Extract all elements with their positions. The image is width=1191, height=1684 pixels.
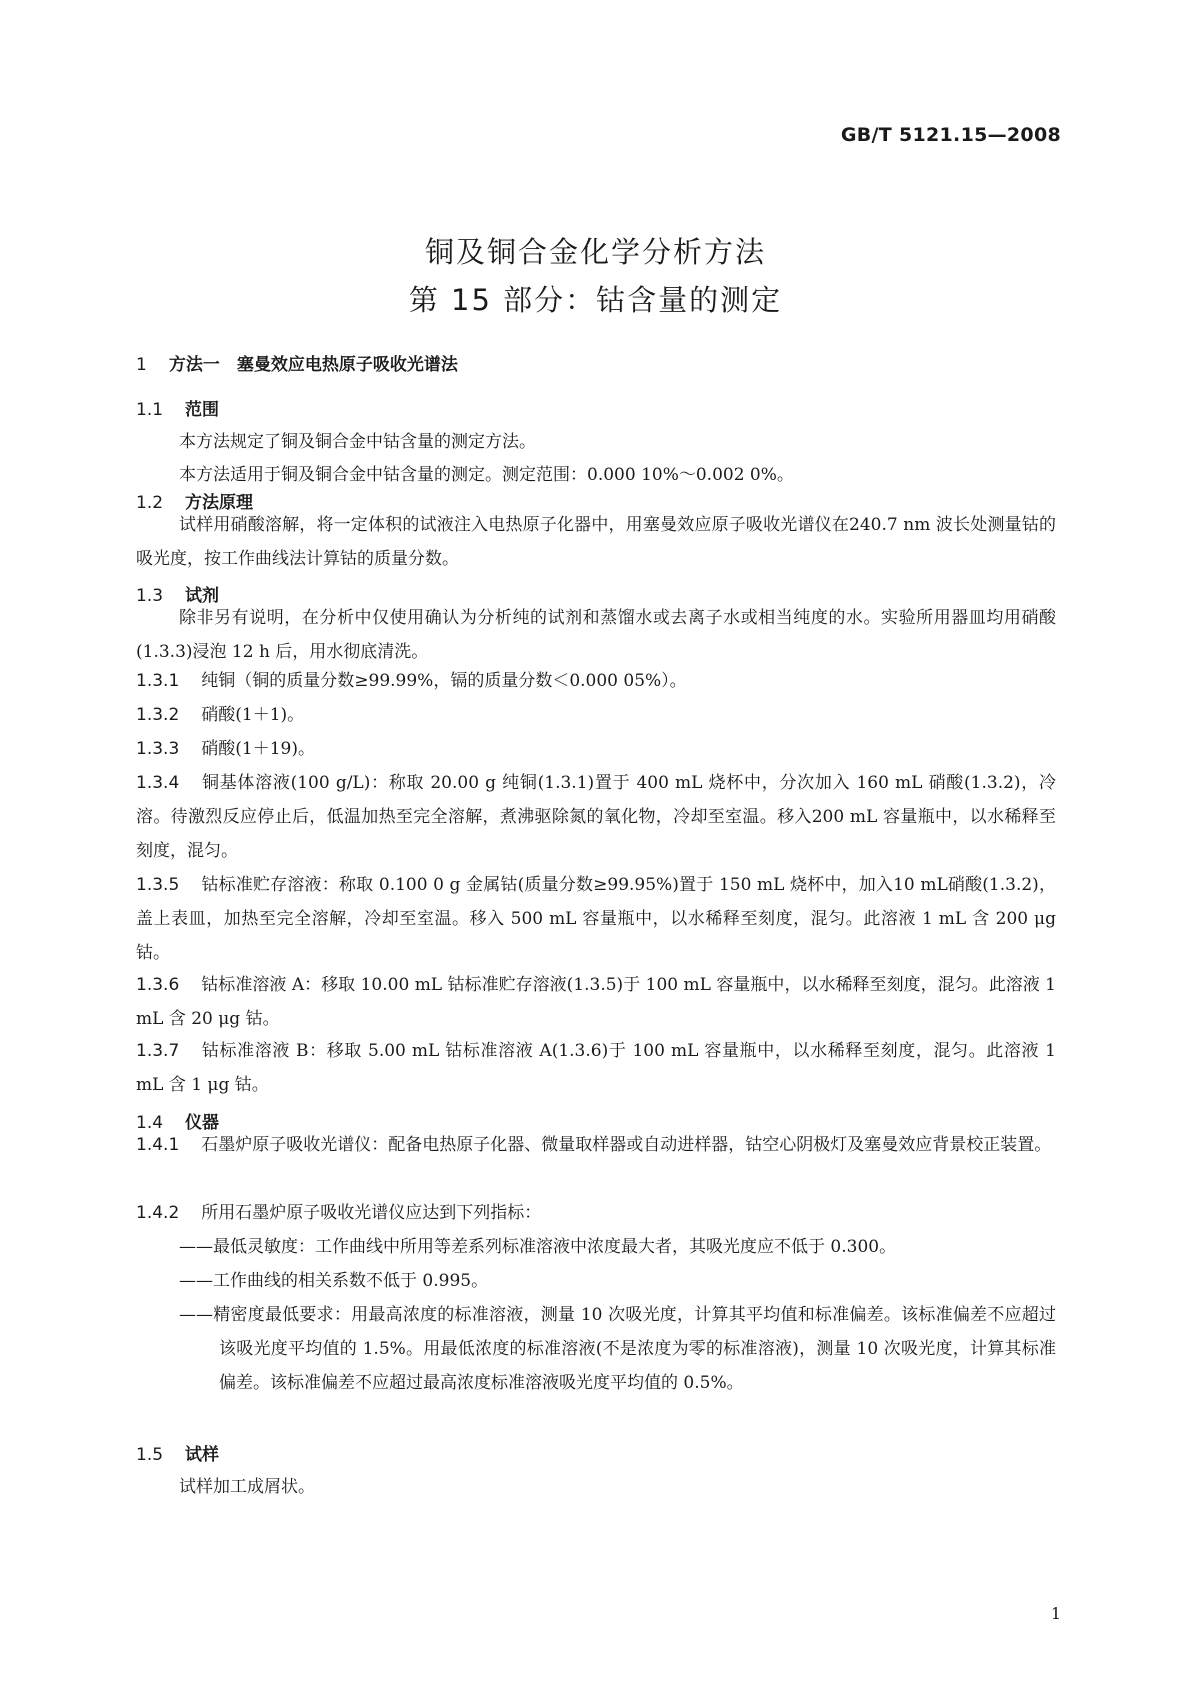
- paragraph: 试样用硝酸溶解，将一定体积的试液注入电热原子化器中，用塞曼效应原子吸收光谱仪在240.7 nm 波长处测量钴的吸光度，按工作曲线法计算钴的质量分数。: [136, 515, 1056, 569]
- section-heading-1-3: 1.3 试剂: [136, 586, 220, 606]
- clause-1-3-3: 1.3.3 硝酸(1＋19)。: [136, 739, 315, 759]
- dash-list-item: ——最低灵敏度：工作曲线中所用等差系列标准溶液中浓度最大者，其吸光度应不低于 0.300。: [179, 1237, 897, 1257]
- section-heading-1-1: 1.1 范围: [136, 400, 220, 420]
- paragraph: 除非另有说明，在分析中仅使用确认为分析纯的试剂和蒸馏水或去离子水或相当纯度的水。实验所用器皿均用硝酸(1.3.3)浸泡 12 h 后，用水彻底清洗。: [136, 608, 1056, 662]
- clause-1-3-1: 1.3.1 纯铜（铜的质量分数≥99.99%，镉的质量分数＜0.000 05%）。: [136, 671, 687, 691]
- clause-1-4-2: 1.4.2 所用石墨炉原子吸收光谱仪应达到下列指标：: [136, 1203, 542, 1223]
- clause-1-4-1: 1.4.1 石墨炉原子吸收光谱仪：配备电热原子化器、微量取样器或自动进样器，钴空心阴极灯及塞曼效应背景校正装置。: [136, 1135, 1052, 1155]
- section-heading-1-4: 1.4 仪器: [136, 1113, 220, 1133]
- paragraph: 试样加工成屑状。: [179, 1477, 315, 1497]
- paragraph: 本方法适用于铜及铜合金中钴含量的测定。测定范围：0.000 10%～0.002 0%。: [179, 465, 794, 485]
- title-line-1: 铜及铜合金化学分析方法: [424, 235, 766, 269]
- standard-code: GB/T 5121.15—2008: [840, 124, 1061, 146]
- clause-1-3-6: 1.3.6 钴标准溶液 A：移取 10.00 mL 钴标准贮存溶液(1.3.5)于 100 mL 容量瓶中，以水稀释至刻度，混匀。此溶液 1 mL 含 20 μg 钴。: [136, 975, 1056, 1029]
- dash-list-item: ——精密度最低要求：用最高浓度的标准溶液，测量 10 次吸光度，计算其平均值和标准偏差。该标准偏差不应超过该吸光度平均值的 1.5%。用最低浓度的标准溶液(不是浓度为零的标准溶液)，测量 10 次吸光度，计算其标准偏差。该标准偏差不应超过最高浓度标准溶液吸光度平均值的 0.5%。: [179, 1305, 1056, 1393]
- clause-1-3-7: 1.3.7 钴标准溶液 B：移取 5.00 mL 钴标准溶液 A(1.3.6)于 100 mL 容量瓶中，以水稀释至刻度，混匀。此溶液 1 mL 含 1 μg 钴。: [136, 1041, 1056, 1095]
- page-number: 1: [1050, 1604, 1061, 1623]
- clause-1-3-2: 1.3.2 硝酸(1＋1)。: [136, 705, 305, 725]
- clause-1-3-4: 1.3.4 铜基体溶液(100 g/L)：称取 20.00 g 纯铜(1.3.1)置于 400 mL 烧杯中，分次加入 160 mL 硝酸(1.3.2)，冷溶。待激烈反应停止后，低温加热至完全溶解，煮沸驱除氮的氧化物，冷却至室温。移入200 mL 容量瓶中，以水稀释至刻度，混匀。: [136, 773, 1056, 861]
- section-heading-1-2: 1.2 方法原理: [136, 493, 254, 513]
- paragraph: 本方法规定了铜及铜合金中钴含量的测定方法。: [179, 432, 536, 452]
- document-title: [0, 228, 1191, 324]
- section-heading-1-5: 1.5 试样: [136, 1445, 220, 1465]
- section-heading-1: 1 方法一 塞曼效应电热原子吸收光谱法: [136, 355, 458, 375]
- dash-list-item: ——工作曲线的相关系数不低于 0.995。: [179, 1271, 489, 1291]
- title-line-2: 第 15 部分：钴含量的测定: [408, 283, 783, 317]
- clause-1-3-5: 1.3.5 钴标准贮存溶液：称取 0.100 0 g 金属钴(质量分数≥99.95%)置于 150 mL 烧杯中，加入10 mL硝酸(1.3.2)，盖上表皿，加热至完全溶解，冷却至室温。移入 500 mL 容量瓶中，以水稀释至刻度，混匀。此溶液 1 mL 含 200 μg 钴。: [136, 875, 1056, 963]
